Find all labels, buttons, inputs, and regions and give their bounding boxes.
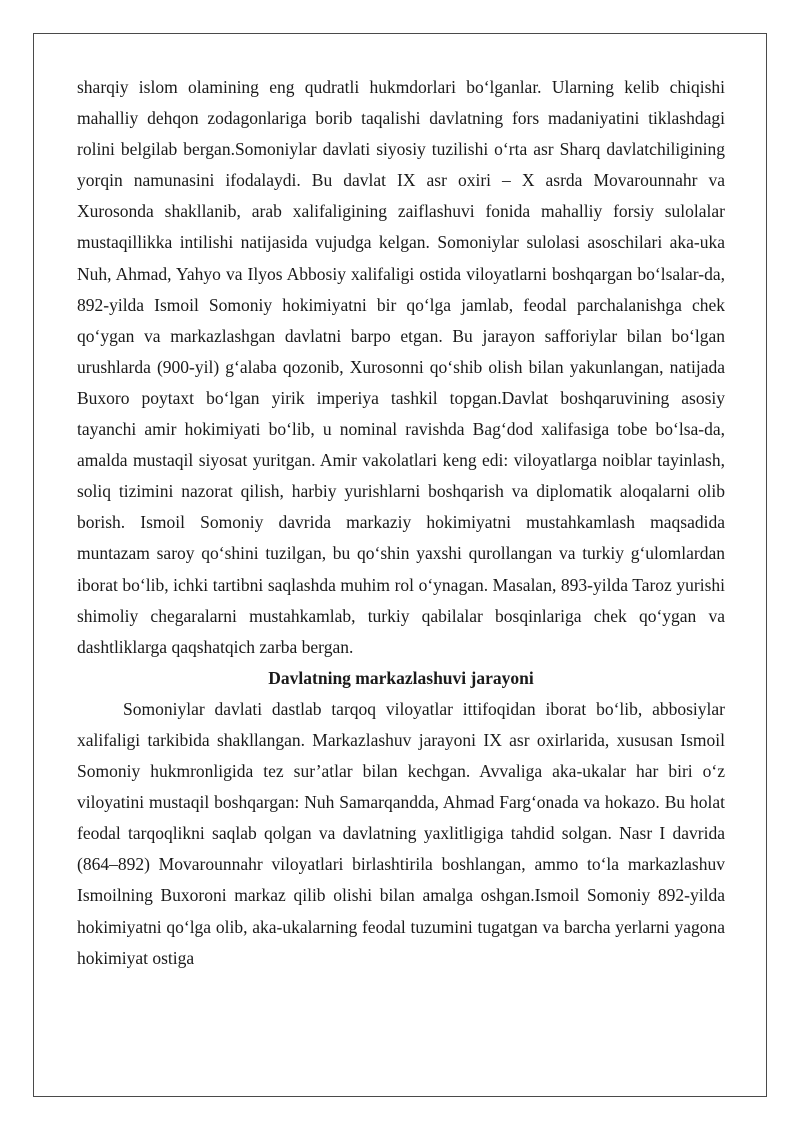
body-paragraph-1: sharqiy islom olamining eng qudratli hukmdorlari bo‘lganlar. Ularning kelib chiqishi mahalliy dehqon zodagonlariga borib taqalishi davlatning fors madaniyatini tiklashdagi rolini belgilab bergan.Somoniylar davlati siyosiy tuzilishi o‘rta asr Sharq davlatchiligining yorqin namunasini ifodalaydi. Bu davlat IX asr oxiri – X asrda Movarounnahr va Xurosonda shakllanib, arab xalifaligining zaiflashuvi fonida mahalliy forsiy sulolalar mustaqillikka intilishi natijasida vujudga kelgan. Somoniylar sulolasi asoschilari aka-uka Nuh, Ahmad, Yahyo va Ilyos Abbosiy xalifaligi ostida viloyatlarni boshqargan bo‘lsalar-da, 892-yilda Ismoil Somoniy hokimiyatni bir qo‘lga jamlab, feodal parchalanishga chek qo‘ygan va markazlashgan davlatni barpo etgan. Bu jarayon safforiylar bilan bo‘lgan urushlarda (900-yil) g‘alaba qozonib, Xurosonni qo‘shib olish bilan yakunlangan, natijada Buxoro poytaxt bo‘lgan yirik imperiya tashkil topgan.Davlat boshqaruvining asosiy tayanchi amir hokimiyati bo‘lib, u nominal ravishda Bag‘dod xalifasiga tobe bo‘lsa-da, amalda mustaqil siyosat yuritgan. Amir vakolatlari keng edi: viloyatlarga noiblar tayinlash, soliq tizimini nazorat qilish, harbiy yurishlarni boshqarish va diplomatik aloqalarni olib borish. Ismoil Somoniy davrida markaziy hokimiyatni mustahkamlash maqsadida muntazam saroy qo‘shini tuzilgan, bu qo‘shin yaxshi qurollangan va turkiy g‘ulomlardan iborat bo‘lib, ichki tartibni saqlashda muhim rol o‘ynagan. Masalan, 893-yilda Taroz yurishi shimoliy chegaralarni mustahkamlab, turkiy qabilalar bosqinlariga chek qo‘ygan va dashtliklarga qaqshatqich zarba bergan. <box>77 77 725 657</box>
section-heading: Davlatning markazlashuvi jarayoni <box>268 667 534 688</box>
body-paragraph-2: Somoniylar davlati dastlab tarqoq viloyatlar ittifoqidan iborat bo‘lib, abbosiylar xalifaligi tarkibida shakllangan. Markazlashuv jarayoni IX asr oxirlarida, xususan Ismoil Somoniy hukmronligida tez sur’atlar bilan kechgan. Avvaliga aka-ukalar har biri o‘z viloyatini mustaqil boshqargan: Nuh Samarqandda, Ahmad Farg‘onada va hokazo. Bu holat feodal tarqoqlikni saqlab qolgan va davlatning yaxlitligiga tahdid solgan. Nasr I davrida (864–892) Movarounnahr viloyatlari birlashtirila boshlangan, ammo to‘la markazlashuv Ismoilning Buxoroni markaz qilib olishi bilan amalga oshgan.Ismoil Somoniy 892-yilda hokimiyatni qo‘lga olib, aka-ukalarning feodal tuzumini tugatgan va barcha yerlarni yagona hokimiyat ostiga <box>77 698 725 968</box>
document-body <box>77 72 725 974</box>
